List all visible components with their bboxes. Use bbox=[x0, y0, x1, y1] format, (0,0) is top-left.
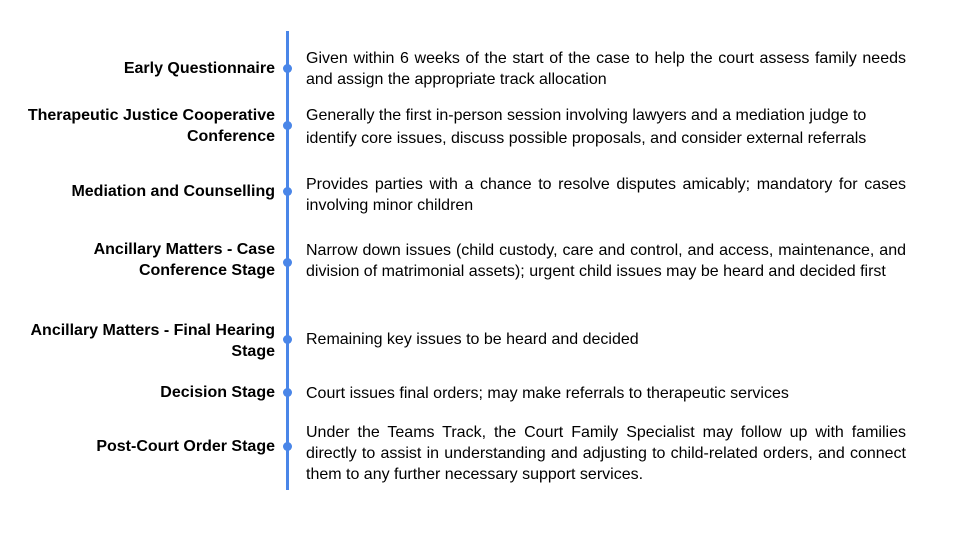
stage-description-ancillary-case-conference: Narrow down issues (child custody, care and control, and access, maintenance, and division of matrimonial assets); urgent child issues may be heard and decided first bbox=[306, 242, 906, 280]
stage-description-mediation-counselling: Provides parties with a chance to resolve disputes amicably; mandatory for cases involving minor children bbox=[306, 176, 906, 214]
timeline-dot bbox=[283, 121, 292, 130]
stage-description-therapeutic-justice-conference: Generally the first in-person session involving lawyers and a mediation judge to identify core issues, discuss possible proposals, and consider external referrals bbox=[306, 107, 867, 147]
stage-description-decision-stage: Court issues final orders; may make referrals to therapeutic services bbox=[306, 385, 789, 402]
stage-description-post-court-order: Under the Teams Track, the Court Family Specialist may follow up with families directly to assist in understanding and adjusting to child-related orders, and connect them to any further necessary support services. bbox=[306, 424, 906, 483]
stage-title-therapeutic-justice-conference: Therapeutic Justice Cooperative Conference bbox=[27, 107, 275, 145]
stage-title-ancillary-final-hearing: Ancillary Matters - Final Hearing Stage bbox=[30, 322, 275, 360]
stage-title-post-court-order: Post-Court Order Stage bbox=[96, 438, 275, 455]
timeline-dot bbox=[283, 442, 292, 451]
stage-description-early-questionnaire: Given within 6 weeks of the start of the case to help the court assess family needs and assign the appropriate track allocation bbox=[306, 50, 906, 88]
timeline-dot bbox=[283, 187, 292, 196]
stage-title-mediation-counselling: Mediation and Counselling bbox=[71, 183, 275, 200]
stage-title-ancillary-case-conference: Ancillary Matters - Case Conference Stage bbox=[93, 241, 275, 279]
stage-title-decision-stage: Decision Stage bbox=[160, 384, 275, 401]
timeline-dot bbox=[283, 64, 292, 73]
timeline-dot bbox=[283, 258, 292, 267]
stage-title-early-questionnaire: Early Questionnaire bbox=[123, 60, 275, 77]
stage-description-ancillary-final-hearing: Remaining key issues to be heard and decided bbox=[306, 331, 639, 348]
timeline-dot bbox=[283, 335, 292, 344]
timeline-dot bbox=[283, 388, 292, 397]
